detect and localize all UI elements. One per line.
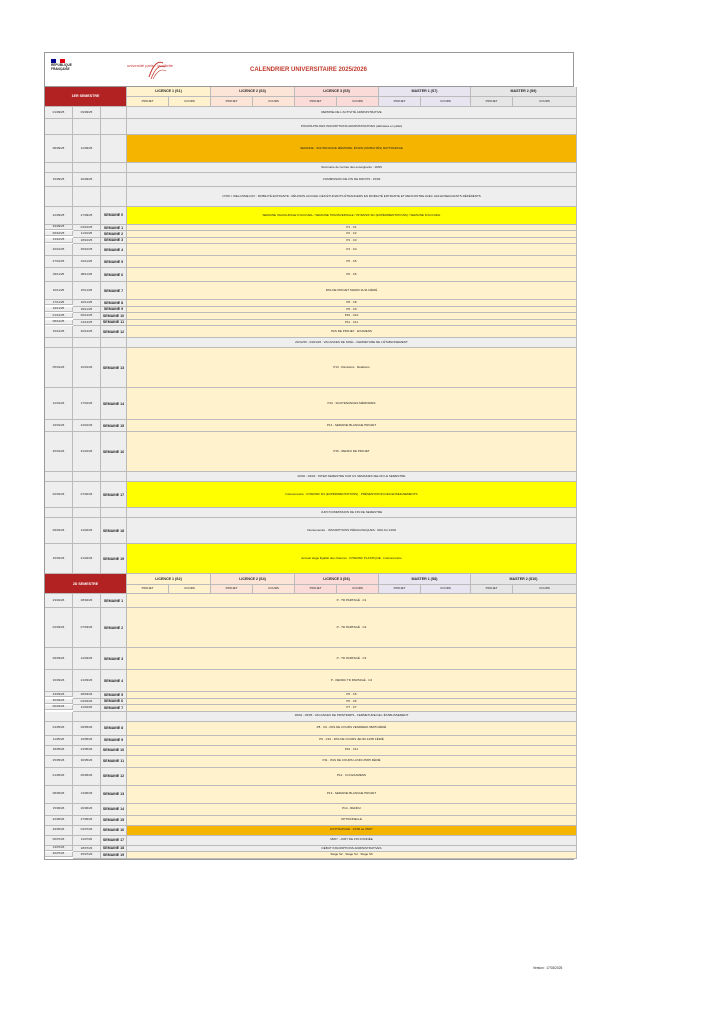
s1-row: PAS DE PROJET MARDI 11/11 FÉRIÉ [127,282,577,300]
date-start: 20/07/26 [45,852,73,857]
date-start: 13/10/25 [45,238,73,243]
s2-row: P - TD PARTAGÉ · C2 [127,608,577,648]
week-label [101,107,127,119]
s1-row: SEMAINE INAUGURALE D'ACCUEIL / SEMAINE TRANSVERSALE / INTENSIF M1 (EXPÉRIMENTATIONS) / SEMAINE D'ACCUEIL [127,207,577,225]
date-start: 15/06/26 [45,804,73,816]
column-header: LICENCE 3 (S6) [295,574,379,584]
week-label [101,508,127,518]
week-label: SEMAINE 8 [101,300,127,306]
week-label: SEMAINE 9 [101,736,127,746]
date-end: 10/01/26 [73,348,101,388]
column-header: MASTER 2 (S10) [471,574,577,584]
week-label: SEMAINE 9 [101,307,127,313]
date-start: 29/09/25 [45,225,73,230]
date-start: 16/03/26 [45,670,73,692]
s2-row: P6 · C6 [127,699,577,705]
week-label: SEMAINE 11 [101,320,127,326]
week-label: SEMAINE 17 [101,482,127,508]
date-start: 06/04/26 [45,705,73,710]
university-name: université paris - la villette [127,63,174,68]
s1-row: REPRISE DE L'ACTIVITÉ ADMINISTRATIVE [127,107,577,119]
week-label: SEMAINE 12 [101,768,127,786]
week-label: SEMAINE 14 [101,804,127,816]
s2-row: P12 · C13 EXAMENS [127,768,577,786]
date-start: 08/06/26 [45,786,73,804]
s1-row: P1 · C1 [127,225,577,231]
s2-row: P9 · C10 - PAS DE COURS JEUDI 14/05 FÉRIÉ [127,736,577,746]
semester-2-grid [45,574,573,858]
projet-header: PROJET [295,97,337,107]
date-end: 18/10/25 [73,238,101,244]
date-start: 23/03/26 [45,692,73,697]
column-header: LICENCE 2 (S3) [211,87,295,97]
semester-label: 1ER SEMESTRE [45,87,127,107]
s1-row: Accueil stage Égalité des chances · INTENSIF PLASTIQUE · Intersemestre [127,544,577,574]
date-end: 09/05/26 [73,722,101,736]
s2-row: RATTRAPAGE : 29/06 au 08/07 [127,826,577,836]
date-start: 19/01/26 [45,420,73,432]
date-end: 06/06/26 [73,768,101,786]
week-label: SEMAINE 10 [101,746,127,756]
s1-row: P10 · C10 [127,313,577,319]
week-label: SEMAINE 1 [101,594,127,608]
week-label: SEMAINE 12 [101,326,127,338]
week-label: SEMAINE 18 [101,518,127,544]
date-start: 22/09/25 [45,207,73,225]
s2-row: P14 - RENDU [127,804,577,816]
date-start: 09/03/26 [45,648,73,670]
date-end: 20/06/26 [73,804,101,816]
date-start: 20/10/25 [45,244,73,256]
date-end: 06/12/25 [73,313,101,319]
s1-row: JURY/COMMISSION DE FIN DE SEMESTRE [127,508,577,518]
date-end: 30/05/26 [73,756,101,768]
date-start: 01/12/25 [45,313,73,318]
date-end: 31/01/26 [73,432,101,472]
date-start: 17/11/25 [45,300,73,305]
week-label: SEMAINE 3 [101,238,127,244]
date-end [73,163,101,173]
cours-header: COURS [253,97,295,107]
date-end: 23/05/26 [73,746,101,756]
date-start: 10/11/25 [45,282,73,300]
date-start: 06/10/25 [45,231,73,236]
cours-header: COURS [169,97,211,107]
s2-row: OPTIONNELLE [127,816,577,826]
week-label: SEMAINE 15 [101,816,127,826]
date-start: 26/01/26 [45,432,73,472]
date-end [73,119,101,135]
projet-header: PROJET [471,585,513,595]
university-swirl-icon [145,57,167,81]
date-end: 01/11/25 [73,256,101,268]
date-start: 22/06/26 [45,816,73,826]
s2-row: P - TD PARTAGÉ · C1 [127,594,577,608]
date-end: 17/01/26 [73,388,101,420]
date-start [45,338,73,348]
date-end: 07/03/26 [73,608,101,648]
week-label: SEMAINE 19 [101,544,127,574]
date-end: 12/09/25 [73,135,101,163]
s2-row: P - RENDU TD PARTAGÉ · C4 [127,670,577,692]
date-start [45,508,73,518]
date-start: 03/11/25 [45,268,73,282]
cours-header: COURS [421,585,471,595]
date-start: 24/11/25 [45,307,73,312]
s1-row: POURSUITE DES INSCRIPTIONS ADMINISTRATIVES (débutées en juillet) [127,119,577,135]
date-start: 01/06/26 [45,768,73,786]
week-label: SEMAINE 16 [101,432,127,472]
week-label [101,712,127,722]
date-start [45,712,73,722]
week-label: SEMAINE 6 [101,268,127,282]
date-end [73,187,101,207]
week-label: SEMAINE 8 [101,722,127,736]
date-end: 03/09/25 [73,107,101,119]
column-header: MASTER 1 (S8) [379,574,471,584]
s1-row: 17/09 = WELCOME DAY : MOBILITÉ ENTRANTE : RÉUNION ACCUEIL DES ÉTUDIANTS ÉTRANGERS EN MOBILITÉ ENTRANTE ET RENCONTRE AVEC LES ENSEIGNANTS RÉFÉRENTS [127,187,577,207]
date-end: 25/10/25 [73,244,101,256]
s1-row: Séminaire de rentrée des enseignants : 16/09 [127,163,577,173]
column-header: LICENCE 2 (S4) [211,574,295,584]
date-end: 27/06/26 [73,816,101,826]
header [45,53,573,87]
date-end [73,508,101,518]
week-label: SEMAINE 13 [101,348,127,388]
date-end [73,712,101,722]
date-end: 28/03/26 [73,692,101,698]
projet-header: PROJET [379,97,421,107]
date-end: 04/07/26 [73,826,101,836]
week-label: SEMAINE 19 [101,852,127,858]
column-header: LICENCE 3 (S5) [295,87,379,97]
s2-row: P10 · C11 [127,746,577,756]
date-start: 15/12/25 [45,326,73,338]
date-end: 13/06/26 [73,786,101,804]
date-end: 28/02/26 [73,594,101,608]
date-end: 04/04/26 [73,699,101,705]
s2-row: P - TD PARTAGÉ · C3 [127,648,577,670]
date-start: 05/01/26 [45,348,73,388]
projet-header: PROJET [295,585,337,595]
projet-header: PROJET [127,97,169,107]
date-start: 02/02/26 [45,482,73,508]
week-label [101,187,127,207]
week-label: SEMAINE 11 [101,756,127,768]
projet-header: PROJET [211,97,253,107]
s1-row: P4 · C4 [127,244,577,256]
s1-row: PAS DE PROJET · EXAMENS [127,326,577,338]
semester-1-grid [45,87,573,574]
semester-label: 2D SEMESTRE [45,574,127,594]
date-start: 23/02/26 [45,594,73,608]
projet-header: PROJET [471,97,513,107]
date-start: 12/01/26 [45,388,73,420]
date-end: 24/01/26 [73,420,101,432]
week-label [101,119,127,135]
date-start: 08/12/25 [45,320,73,325]
logo-text: RÉPUBLIQUE FRANÇAISE [51,63,72,71]
cours-header: COURS [337,97,379,107]
s1-row: 20/12/25 - 04/01/26 : VACANCES DE NOËL - FERMETURE DE L'ÉTABLISSEMENT [127,338,577,348]
week-label [101,173,127,187]
date-start: 15/09/25 [45,173,73,187]
week-label: SEMAINE 3 [101,648,127,670]
column-header: LICENCE 1 (S1) [127,87,211,97]
week-label: SEMAINE 17 [101,836,127,846]
s1-row: COMMISSION DE FIN DE DROITS : 15/09 [127,173,577,187]
projet-header: PROJET [127,585,169,595]
date-start: 11/05/26 [45,736,73,746]
s1-row: P14 - SEMAINE BLANCHE PROJET [127,420,577,432]
s1-row: Intersemestre · INTENSIF M1 (EXPÉRIMENTATIONS) · PRÉSENTATION DES ENSEIGNEMENTS [127,482,577,508]
date-end [73,338,101,348]
date-start: 08/09/25 [45,135,73,163]
date-start: 06/07/26 [45,836,73,846]
week-label [101,163,127,173]
date-end: 16/05/26 [73,736,101,746]
week-label: SEMAINE 10 [101,313,127,319]
column-header: LICENCE 1 (S2) [127,574,211,584]
week-label: SEMAINE 0 [101,207,127,225]
date-start [45,187,73,207]
page-title: CALENDRIER UNIVERSITAIRE 2025/2026 [250,67,367,73]
date-start: 30/03/26 [45,699,73,704]
s1-row: P9 · C9 [127,307,577,313]
date-end: 14/02/26 [73,518,101,544]
date-start [45,472,73,482]
s1-row: P15 - RENDU DE PROJET [127,432,577,472]
date-start: 04/05/26 [45,722,73,736]
column-header: MASTER 1 (S7) [379,87,471,97]
date-end: 21/03/26 [73,670,101,692]
s1-row: P6 · C6 [127,268,577,282]
date-end: 11/10/25 [73,231,101,237]
republique-logo [51,59,85,72]
s1-row: P11 · C11 [127,320,577,326]
s1-row: P5 · C5 [127,256,577,268]
date-end: 18/07/26 [73,846,101,852]
week-label: SEMAINE 15 [101,420,127,432]
date-start: 01/09/25 [45,107,73,119]
week-label: SEMAINE 7 [101,705,127,711]
date-end: 14/03/26 [73,648,101,670]
date-end: 27/09/25 [73,207,101,225]
week-label: SEMAINE 4 [101,670,127,692]
calendar-sheet [44,52,574,860]
date-end: 21/02/26 [73,544,101,574]
date-end: 07/02/26 [73,482,101,508]
s2-row: 08/07 - JURY DE FIN D'ANNÉE [127,836,577,846]
cours-header: COURS [337,585,379,595]
s2-row: Stage S2 · Stage S4 · Stage S6 [127,852,577,858]
date-start [45,119,73,135]
week-label: SEMAINE 4 [101,244,127,256]
date-end: 08/11/25 [73,268,101,282]
cours-header: COURS [169,585,211,595]
date-start [45,163,73,173]
week-label: SEMAINE 5 [101,692,127,698]
projet-header: PROJET [379,585,421,595]
date-start: 02/03/26 [45,608,73,648]
week-label [101,472,127,482]
week-label: SEMAINE 6 [101,699,127,705]
s2-row: DÉBUT INSCRIPTIONS ADMINISTRATIVES [127,846,577,852]
week-label: SEMAINE 2 [101,231,127,237]
date-end: 29/11/25 [73,307,101,313]
date-start: 18/05/26 [45,746,73,756]
s1-row: SEMAINE : SOUTENANCE MÉMOIRE, ÉTAPE (MOBILITÉS) RATTRAPAGE [127,135,577,163]
week-label: SEMAINE 18 [101,846,127,852]
week-label: SEMAINE 14 [101,388,127,420]
date-start: 13/07/26 [45,846,73,851]
week-label: SEMAINE 1 [101,225,127,231]
date-end: 11/04/26 [73,705,101,711]
s2-row: P8 · C9 - PAS DE COURS VENDREDI 08/05 FÉRIÉ [127,722,577,736]
version-label: Version : 17/03/2025 [533,966,563,970]
date-end: 04/10/25 [73,225,101,231]
date-end: 22/11/25 [73,300,101,306]
s2-row: P13 - SEMAINE BLANCHE PROJET [127,786,577,804]
date-end [73,472,101,482]
s1-row: P13 · SOUTENANCES MÉMOIRES [127,388,577,420]
s1-row: P8 · C8 [127,300,577,306]
cours-header: COURS [513,585,577,595]
date-end: 25/07/26 [73,852,101,858]
date-end: 15/11/25 [73,282,101,300]
date-start: 25/05/26 [45,756,73,768]
date-end: 20/12/25 [73,326,101,338]
week-label: SEMAINE 13 [101,786,127,804]
s1-row: Intersemestre · INSCRIPTIONS PÉDAGOGIQUES : 9/02 AU 13/02 [127,518,577,544]
week-label: SEMAINE 5 [101,256,127,268]
date-start: 29/06/26 [45,826,73,836]
week-label: SEMAINE 16 [101,826,127,836]
date-end: 11/07/26 [73,836,101,846]
week-label [101,338,127,348]
column-header: MASTER 2 (S9) [471,87,577,97]
week-label: SEMAINE 2 [101,608,127,648]
cours-header: COURS [421,97,471,107]
date-start: 16/02/26 [45,544,73,574]
date-end: 13/12/25 [73,320,101,326]
s1-row: P3 · C3 [127,238,577,244]
s2-row: P11 · PAS DE COURS LUNDI 25/05 FÉRIÉ [127,756,577,768]
date-start: 27/10/25 [45,256,73,268]
s2-row: 18/04 - 03/05 : VACANCES DE PRINTEMPS - FERMETURE DE L'ÉTABLISSEMENT [127,712,577,722]
date-start: 09/02/26 [45,518,73,544]
s1-row: P13 · Révisions · Relations [127,348,577,388]
date-end: 20/09/25 [73,173,101,187]
week-label: SEMAINE 7 [101,282,127,300]
s2-row: P5 · C5 [127,692,577,698]
cours-header: COURS [513,97,577,107]
s2-row: P7 · C7 [127,705,577,711]
cours-header: COURS [253,585,295,595]
week-label [101,135,127,163]
s1-row: P2 · C2 [127,231,577,237]
s1-row: 02/02 - 03/02 : INTER SEMESTRE SUR 0/1 SEMAINES SELON LE SEMESTRE [127,472,577,482]
projet-header: PROJET [211,585,253,595]
